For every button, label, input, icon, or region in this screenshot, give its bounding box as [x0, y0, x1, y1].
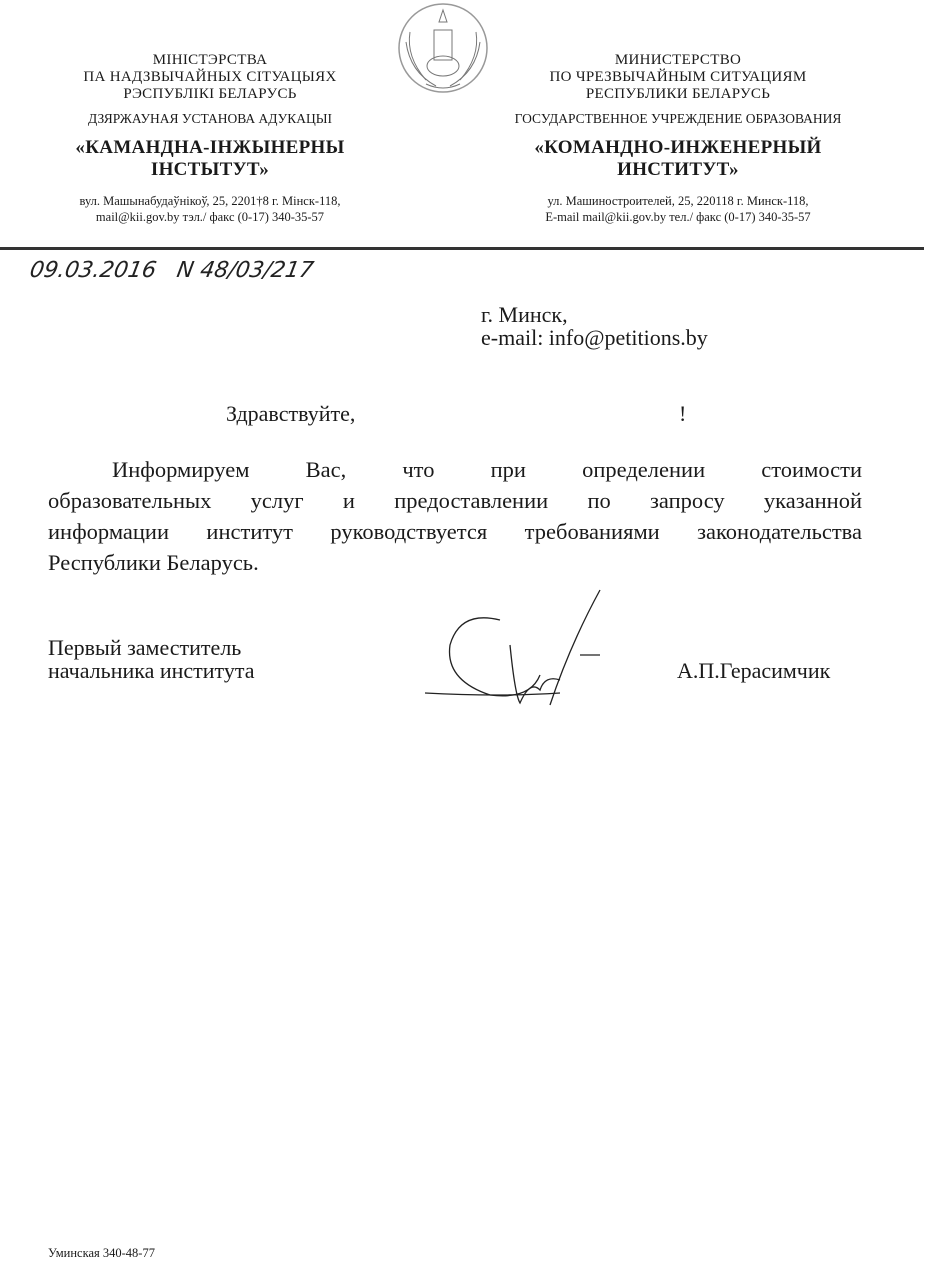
ministry-line: РЭСПУБЛІКІ БЕЛАРУСЬ [123, 86, 297, 102]
address-line: ул. Машиностроителей, 25, 220118 г. Минск-118, [547, 194, 809, 208]
body-line: Республики Беларусь. [48, 550, 259, 575]
institution-name: «КАМАНДНА-ІНЖЫНЕРНЫ [75, 137, 345, 158]
executor-note: Уминская 340-48-77 [48, 1246, 155, 1260]
header-divider [0, 247, 924, 250]
header-right-ru [468, 52, 888, 225]
recipient-email: e-mail: info@petitions.by [481, 325, 708, 350]
position-line: Первый заместитель [48, 635, 242, 660]
reference-number: N 48/03/217 [174, 258, 316, 283]
body-paragraph [48, 454, 862, 578]
address-line: вул. Машынабудаўнікоў, 25, 2201†8 г. Мінск-118, [79, 194, 341, 208]
institution-type: ДЗЯРЖАУНАЯ УСТАНОВА АДУКАЦЫІ [87, 111, 333, 126]
ministry-line: ПА НАДЗВЫЧАЙНЫХ СІТУАЦЫЯХ [83, 69, 337, 85]
ministry-line: МИНИСТЕРСТВО [614, 52, 742, 68]
recipient-city: г. Минск, [481, 302, 568, 327]
greeting [226, 402, 355, 425]
greeting-end: ! [679, 401, 687, 426]
address-line: E-mail mail@kii.gov.by тел./ факс (0-17) 340-35-57 [545, 210, 811, 224]
institution-name: ИНСТИТУТ» [617, 159, 739, 180]
greeting-text: Здравствуйте, [226, 401, 356, 426]
position-line: начальника института [48, 658, 255, 683]
signatory-position [48, 636, 255, 682]
institution-name: ІНСТЫТУТ» [150, 159, 270, 180]
outgoing-reference [28, 258, 316, 283]
body-line: Информируем Вас, что при определении стоимости [112, 457, 862, 482]
recipient-block [481, 303, 708, 349]
ministry-line: РЕСПУБЛИКИ БЕЛАРУСЬ [585, 86, 771, 102]
body-line: образовательных услуг и предоставлении по запросу указанной [48, 488, 862, 513]
ministry-line: ПО ЧРЕЗВЫЧАЙНЫМ СИТУАЦИЯМ [549, 69, 807, 85]
institution-name: «КОМАНДНО-ИНЖЕНЕРНЫЙ [534, 137, 822, 158]
reference-date: 09.03.2016 [27, 258, 159, 283]
body-line: информации институт руководствуется требованиями законодательства [48, 519, 862, 544]
institution-type: ГОСУДАРСТВЕННОЕ УЧРЕЖДЕНИЕ ОБРАЗОВАНИЯ [514, 111, 842, 126]
signature-icon [420, 585, 610, 720]
address-line: mail@kii.gov.by тэл./ факс (0-17) 340-35-57 [95, 210, 325, 224]
signatory-name: А.П.Герасимчик [677, 658, 831, 683]
ministry-line: МІНІСТЭРСТВА [152, 52, 268, 68]
header-left-by [0, 52, 420, 225]
